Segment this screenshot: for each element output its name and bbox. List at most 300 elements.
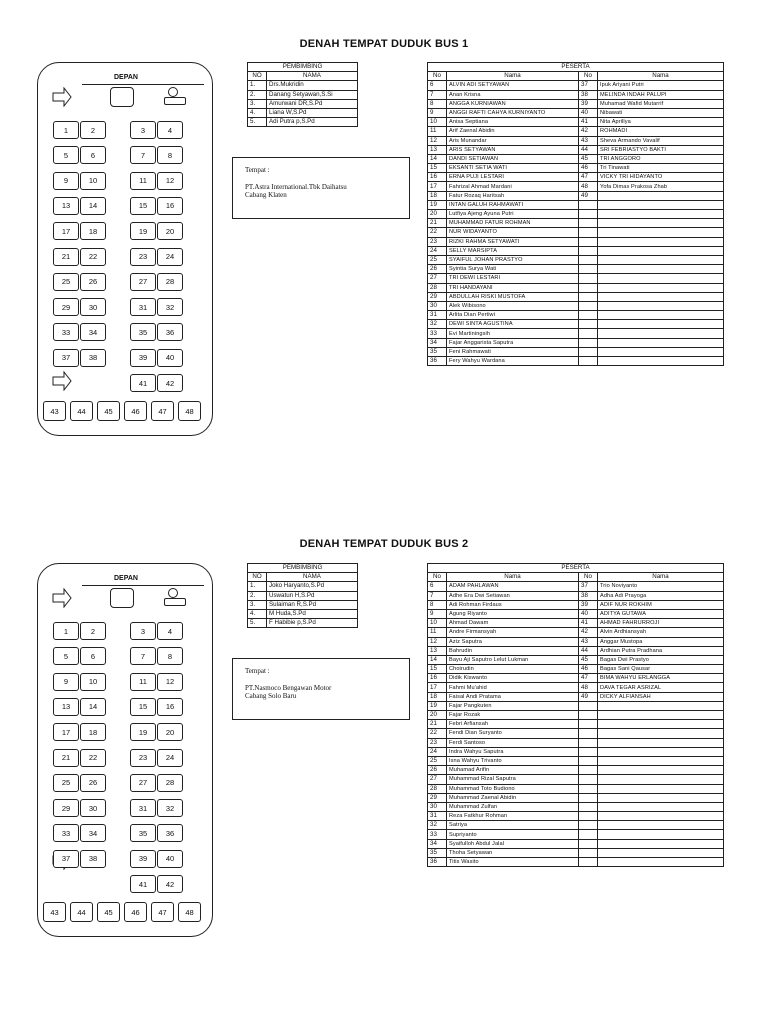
cell-no: 21: [428, 219, 447, 228]
pembimbing-table: [247, 563, 358, 628]
tempat-label: Tempat :: [245, 667, 270, 675]
pembimbing-header-no: NO: [248, 72, 267, 81]
cell-nama: Faisal Andi Pratama: [447, 692, 579, 701]
seat-40: 40: [157, 850, 183, 868]
cell-nama: Reza Fatkhur Rohman: [447, 812, 579, 821]
cell-no: 25: [428, 756, 447, 765]
seat-28: 28: [157, 774, 183, 792]
cell-nama: [598, 246, 724, 255]
cell-no: 29: [428, 292, 447, 301]
tempat-line: PT.Nasmoco Bengawan Motor: [245, 683, 332, 692]
table-row: [248, 591, 358, 600]
cell-nama: Arif Zaenal Abidin: [447, 127, 579, 136]
cell-nama: Alek Wibisono: [447, 301, 579, 310]
cell-nama: [598, 720, 724, 729]
cell-no: 31: [428, 812, 447, 821]
seat-24: 24: [157, 749, 183, 767]
entry-arrow-icon: [52, 588, 72, 608]
cell-no: 45: [579, 655, 598, 664]
seat-1: 1: [53, 121, 79, 139]
cell-no: 48: [579, 683, 598, 692]
seat-13: 13: [53, 197, 79, 215]
cell-no: 46: [579, 665, 598, 674]
cell-no: 19: [428, 200, 447, 209]
table-row: [248, 600, 358, 609]
front-line: [82, 585, 204, 586]
cell-nama: Syintia Surya Wati: [447, 265, 579, 274]
seat-28: 28: [157, 273, 183, 291]
cell-no: 26: [428, 265, 447, 274]
seat-2: 2: [80, 121, 106, 139]
cell-no: 2.: [248, 90, 267, 99]
cell-nama: [598, 830, 724, 839]
cell-no: 40: [579, 108, 598, 117]
seat-23: 23: [130, 248, 156, 266]
seat-29: 29: [53, 298, 79, 316]
cell-no: 7: [428, 90, 447, 99]
seat-6: 6: [80, 146, 106, 164]
cell-nama: Anggar Mustopa: [598, 637, 724, 646]
cell-no: 32: [428, 320, 447, 329]
cell-no: [579, 347, 598, 356]
cell-nama: Uswatun H,S.Pd: [267, 591, 358, 600]
cell-nama: Joko Haryanto,S.Pd: [267, 582, 358, 591]
cell-no: [579, 812, 598, 821]
peserta-table: [427, 62, 724, 366]
cell-nama: Arlita Dian Pertiwi: [447, 311, 579, 320]
driver-seat: [164, 598, 186, 606]
table-row: [428, 729, 724, 738]
cell-nama: [598, 784, 724, 793]
table-row: [428, 701, 724, 710]
table-row: [428, 747, 724, 756]
seat-35: 35: [130, 323, 156, 341]
peserta-header-nama: Nama: [447, 573, 579, 582]
cell-nama: [598, 210, 724, 219]
seat-38: 38: [80, 850, 106, 868]
cell-no: [579, 738, 598, 747]
cell-nama: NUR WIDAYANTO: [447, 228, 579, 237]
cell-nama: Amurwani DR,S.Pd: [267, 99, 358, 108]
cell-nama: Aziz Saputra: [447, 637, 579, 646]
cell-nama: Indra Wahyu Saputra: [447, 747, 579, 756]
seat-48: 48: [178, 401, 201, 421]
table-row: [248, 118, 358, 127]
cell-nama: BIMA WAHYU ERLANGGA: [598, 674, 724, 683]
cell-no: [579, 283, 598, 292]
cell-nama: EKSANTI SETIA WATI: [447, 164, 579, 173]
section-title: DENAH TEMPAT DUDUK BUS 2: [299, 538, 469, 550]
cell-nama: [598, 283, 724, 292]
table-row: [428, 839, 724, 848]
table-row: [428, 118, 724, 127]
cell-no: 7: [428, 591, 447, 600]
seat-19: 19: [130, 222, 156, 240]
cell-nama: Evi Martiningsih: [447, 329, 579, 338]
cell-nama: [598, 711, 724, 720]
pembimbing-caption: PEMBIMBING: [248, 564, 358, 573]
cell-nama: [598, 858, 724, 867]
table-row: [248, 81, 358, 90]
pembimbing-header-nama: NAMA: [267, 72, 358, 81]
cell-no: 11: [428, 628, 447, 637]
seat-27: 27: [130, 273, 156, 291]
cell-no: 4.: [248, 609, 267, 618]
cell-nama: Titis Wasito: [447, 858, 579, 867]
seat-44: 44: [70, 401, 93, 421]
seat-39: 39: [130, 850, 156, 868]
cell-nama: [598, 357, 724, 366]
cell-nama: Muhamad Arifin: [447, 766, 579, 775]
cell-no: 24: [428, 246, 447, 255]
cell-nama: ANGGI RAFTI CAHYA KURNIYANTO: [447, 108, 579, 117]
seat-32: 32: [157, 298, 183, 316]
cell-no: 21: [428, 720, 447, 729]
cell-no: 39: [579, 600, 598, 609]
cell-nama: Muhamad Wafid Mutarrif: [598, 99, 724, 108]
seat-42: 42: [157, 374, 183, 392]
cell-no: 15: [428, 665, 447, 674]
cell-no: 22: [428, 729, 447, 738]
cell-no: 1.: [248, 582, 267, 591]
seat-8: 8: [157, 647, 183, 665]
table-row: [428, 802, 724, 811]
cell-nama: M Huda,S.Pd: [267, 609, 358, 618]
cell-nama: Isna Wahyu Trivanto: [447, 756, 579, 765]
peserta-header-nama: Nama: [447, 72, 579, 81]
bus-section-2: [0, 500, 768, 1012]
table-row: [428, 219, 724, 228]
seat-27: 27: [130, 774, 156, 792]
cell-nama: Trio Noviyanto: [598, 582, 724, 591]
cell-nama: [598, 338, 724, 347]
seat-45: 45: [97, 401, 120, 421]
cell-nama: [598, 756, 724, 765]
cell-no: 45: [579, 154, 598, 163]
cell-nama: Tri Tinawati: [598, 164, 724, 173]
cell-no: 25: [428, 255, 447, 264]
seat-15: 15: [130, 698, 156, 716]
cell-nama: [598, 738, 724, 747]
cell-no: 24: [428, 747, 447, 756]
steering-wheel-icon: [110, 87, 134, 107]
cell-no: [579, 338, 598, 347]
cell-no: [579, 265, 598, 274]
cell-no: 17: [428, 683, 447, 692]
table-row: [428, 127, 724, 136]
cell-nama: Thoha Setyawan: [447, 848, 579, 857]
cell-nama: [598, 219, 724, 228]
cell-no: 16: [428, 674, 447, 683]
cell-nama: SRI FEBRIASTYO BAKTI: [598, 145, 724, 154]
seat-3: 3: [130, 622, 156, 640]
seat-17: 17: [53, 723, 79, 741]
cell-no: 35: [428, 848, 447, 857]
cell-no: 23: [428, 738, 447, 747]
cell-nama: Supriyanto: [447, 830, 579, 839]
seat-16: 16: [157, 197, 183, 215]
cell-no: [579, 729, 598, 738]
cell-no: 41: [579, 118, 598, 127]
cell-no: [579, 320, 598, 329]
cell-no: 15: [428, 164, 447, 173]
cell-no: 13: [428, 145, 447, 154]
table-row: [248, 90, 358, 99]
cell-no: 49: [579, 191, 598, 200]
seat-44: 44: [70, 902, 93, 922]
seat-38: 38: [80, 349, 106, 367]
seat-16: 16: [157, 698, 183, 716]
seat-22: 22: [80, 749, 106, 767]
seat-4: 4: [157, 121, 183, 139]
cell-nama: [598, 292, 724, 301]
rear-door-arrow-icon: [52, 371, 72, 391]
table-row: [428, 347, 724, 356]
cell-nama: Adi Putra p,S.Pd: [267, 118, 358, 127]
cell-nama: Andre Firmansyah: [447, 628, 579, 637]
seat-9: 9: [53, 172, 79, 190]
seat-48: 48: [178, 902, 201, 922]
cell-nama: Fahmi Mu'ahid: [447, 683, 579, 692]
seat-4: 4: [157, 622, 183, 640]
cell-nama: Muhammad Zulfan: [447, 802, 579, 811]
cell-nama: [598, 329, 724, 338]
seat-30: 30: [80, 799, 106, 817]
cell-no: 3.: [248, 600, 267, 609]
peserta-header-nama: Nama: [598, 72, 724, 81]
cell-no: [579, 311, 598, 320]
seat-8: 8: [157, 146, 183, 164]
cell-nama: Fahrizal Ahmad Mardani: [447, 182, 579, 191]
cell-no: [579, 858, 598, 867]
cell-no: 43: [579, 136, 598, 145]
table-row: [428, 683, 724, 692]
cell-no: [579, 802, 598, 811]
cell-no: [579, 747, 598, 756]
cell-no: 16: [428, 173, 447, 182]
cell-nama: Adi Rohman Firdaus: [447, 600, 579, 609]
pembimbing-table: [247, 62, 358, 127]
seat-20: 20: [157, 222, 183, 240]
seat-47: 47: [151, 401, 174, 421]
cell-no: 9: [428, 108, 447, 117]
entry-arrow-icon: [52, 87, 72, 107]
peserta-table: [427, 563, 724, 867]
cell-nama: ROHMADI: [598, 127, 724, 136]
cell-nama: Fajar Anggarista Saputra: [447, 338, 579, 347]
cell-nama: Ardhian Putra Pradhana: [598, 646, 724, 655]
cell-no: 27: [428, 775, 447, 784]
cell-no: 30: [428, 802, 447, 811]
table-row: [428, 338, 724, 347]
seat-41: 41: [130, 875, 156, 893]
cell-no: [579, 219, 598, 228]
cell-no: 18: [428, 692, 447, 701]
seat-21: 21: [53, 248, 79, 266]
pembimbing-caption: PEMBIMBING: [248, 63, 358, 72]
seat-10: 10: [80, 673, 106, 691]
table-row: [428, 320, 724, 329]
cell-nama: AHMAD FAHRURROJI: [598, 619, 724, 628]
table-row: [428, 775, 724, 784]
cell-no: 33: [428, 830, 447, 839]
cell-nama: Alvin Ardhiansyah: [598, 628, 724, 637]
seat-24: 24: [157, 248, 183, 266]
peserta-caption: PESERTA: [428, 63, 724, 72]
table-row: [428, 154, 724, 163]
seat-6: 6: [80, 647, 106, 665]
cell-nama: ANGGA KURNIAWAN: [447, 99, 579, 108]
table-row: [428, 766, 724, 775]
cell-no: 30: [428, 301, 447, 310]
cell-no: 43: [579, 637, 598, 646]
cell-no: 2.: [248, 591, 267, 600]
seat-19: 19: [130, 723, 156, 741]
cell-nama: Muhammad Toto Budiono: [447, 784, 579, 793]
table-row: [428, 665, 724, 674]
front-label: DEPAN: [114, 575, 138, 582]
seat-15: 15: [130, 197, 156, 215]
cell-nama: [598, 747, 724, 756]
table-row: [428, 720, 724, 729]
seat-42: 42: [157, 875, 183, 893]
table-row: [428, 357, 724, 366]
cell-no: 20: [428, 210, 447, 219]
cell-nama: [598, 821, 724, 830]
cell-nama: Nibawati: [598, 108, 724, 117]
cell-nama: Lutfiya Ajeng Ayuna Putri: [447, 210, 579, 219]
cell-no: 9: [428, 609, 447, 618]
seat-5: 5: [53, 146, 79, 164]
seat-2: 2: [80, 622, 106, 640]
peserta-header-no: No: [579, 72, 598, 81]
cell-no: 39: [579, 99, 598, 108]
cell-nama: ALVIN ADI SETYAWAN: [447, 81, 579, 90]
cell-nama: Bagas Dwi Prastyo: [598, 655, 724, 664]
cell-no: 8: [428, 600, 447, 609]
cell-no: 6: [428, 81, 447, 90]
cell-nama: Fatur Rozaq Haritsah: [447, 191, 579, 200]
cell-nama: F Habibie p,S.Pd: [267, 619, 358, 628]
cell-no: [579, 228, 598, 237]
cell-no: 26: [428, 766, 447, 775]
cell-nama: ADITYA GUTAWA: [598, 609, 724, 618]
cell-no: 8: [428, 99, 447, 108]
cell-no: 19: [428, 701, 447, 710]
table-row: [428, 173, 724, 182]
seat-14: 14: [80, 698, 106, 716]
seat-12: 12: [157, 172, 183, 190]
table-row: [428, 81, 724, 90]
cell-no: [579, 357, 598, 366]
cell-nama: TRI DEWI LESTARI: [447, 274, 579, 283]
cell-nama: VICKY TRI HIDAYANTO: [598, 173, 724, 182]
cell-no: 18: [428, 191, 447, 200]
table-row: [428, 646, 724, 655]
cell-nama: [598, 812, 724, 821]
cell-nama: [598, 255, 724, 264]
cell-nama: Ferdi Santoso: [447, 738, 579, 747]
seat-36: 36: [157, 824, 183, 842]
table-row: [428, 191, 724, 200]
cell-no: [579, 292, 598, 301]
tempat-label: Tempat :: [245, 166, 270, 174]
cell-nama: [598, 775, 724, 784]
seat-31: 31: [130, 799, 156, 817]
tempat-line: PT.Astra International.Tbk Daihatsu: [245, 182, 347, 191]
cell-nama: TRI ANGGORO: [598, 154, 724, 163]
table-row: [428, 301, 724, 310]
cell-no: 34: [428, 338, 447, 347]
driver-icon: [168, 588, 178, 598]
table-row: [428, 619, 724, 628]
cell-no: 38: [579, 591, 598, 600]
cell-nama: DEWI SINTA AGUSTINA: [447, 320, 579, 329]
table-row: [248, 619, 358, 628]
cell-no: 23: [428, 237, 447, 246]
cell-no: [579, 821, 598, 830]
cell-nama: MELINDA INDAH PALUPI: [598, 90, 724, 99]
seat-25: 25: [53, 273, 79, 291]
table-row: [428, 228, 724, 237]
cell-nama: ABDULLAH RISKI MUSTOFA: [447, 292, 579, 301]
cell-no: 36: [428, 858, 447, 867]
seat-1: 1: [53, 622, 79, 640]
cell-no: 37: [579, 81, 598, 90]
table-row: [428, 246, 724, 255]
seat-41: 41: [130, 374, 156, 392]
tempat-line: Cabang Solo Baru: [245, 692, 297, 700]
table-row: [428, 90, 724, 99]
cell-nama: [598, 347, 724, 356]
driver-icon: [168, 87, 178, 97]
cell-nama: Adha Adi Prayoga: [598, 591, 724, 600]
seat-34: 34: [80, 323, 106, 341]
cell-no: 44: [579, 145, 598, 154]
seat-36: 36: [157, 323, 183, 341]
cell-nama: [598, 320, 724, 329]
cell-nama: Choirudin: [447, 665, 579, 674]
cell-no: 10: [428, 619, 447, 628]
cell-nama: Fajar Pangkuten: [447, 701, 579, 710]
cell-no: 46: [579, 164, 598, 173]
seat-25: 25: [53, 774, 79, 792]
peserta-header-no: No: [579, 573, 598, 582]
cell-nama: Yofa Dimas Prakosa Zhab: [598, 182, 724, 191]
cell-nama: DAVA TEGAR ASRIZAL: [598, 683, 724, 692]
seat-26: 26: [80, 774, 106, 792]
cell-nama: Agung Riyanto: [447, 609, 579, 618]
cell-nama: [598, 793, 724, 802]
cell-no: 28: [428, 784, 447, 793]
bus-seat-plan: [37, 563, 213, 937]
front-label: DEPAN: [114, 74, 138, 81]
cell-no: 20: [428, 711, 447, 720]
cell-no: [579, 793, 598, 802]
cell-no: 42: [579, 628, 598, 637]
table-row: [428, 200, 724, 209]
table-row: [428, 821, 724, 830]
seat-37: 37: [53, 349, 79, 367]
table-row: [428, 108, 724, 117]
seat-11: 11: [130, 172, 156, 190]
seat-46: 46: [124, 902, 147, 922]
seat-18: 18: [80, 723, 106, 741]
peserta-header-no: No: [428, 573, 447, 582]
cell-nama: [598, 274, 724, 283]
cell-no: 32: [428, 821, 447, 830]
cell-no: 10: [428, 118, 447, 127]
